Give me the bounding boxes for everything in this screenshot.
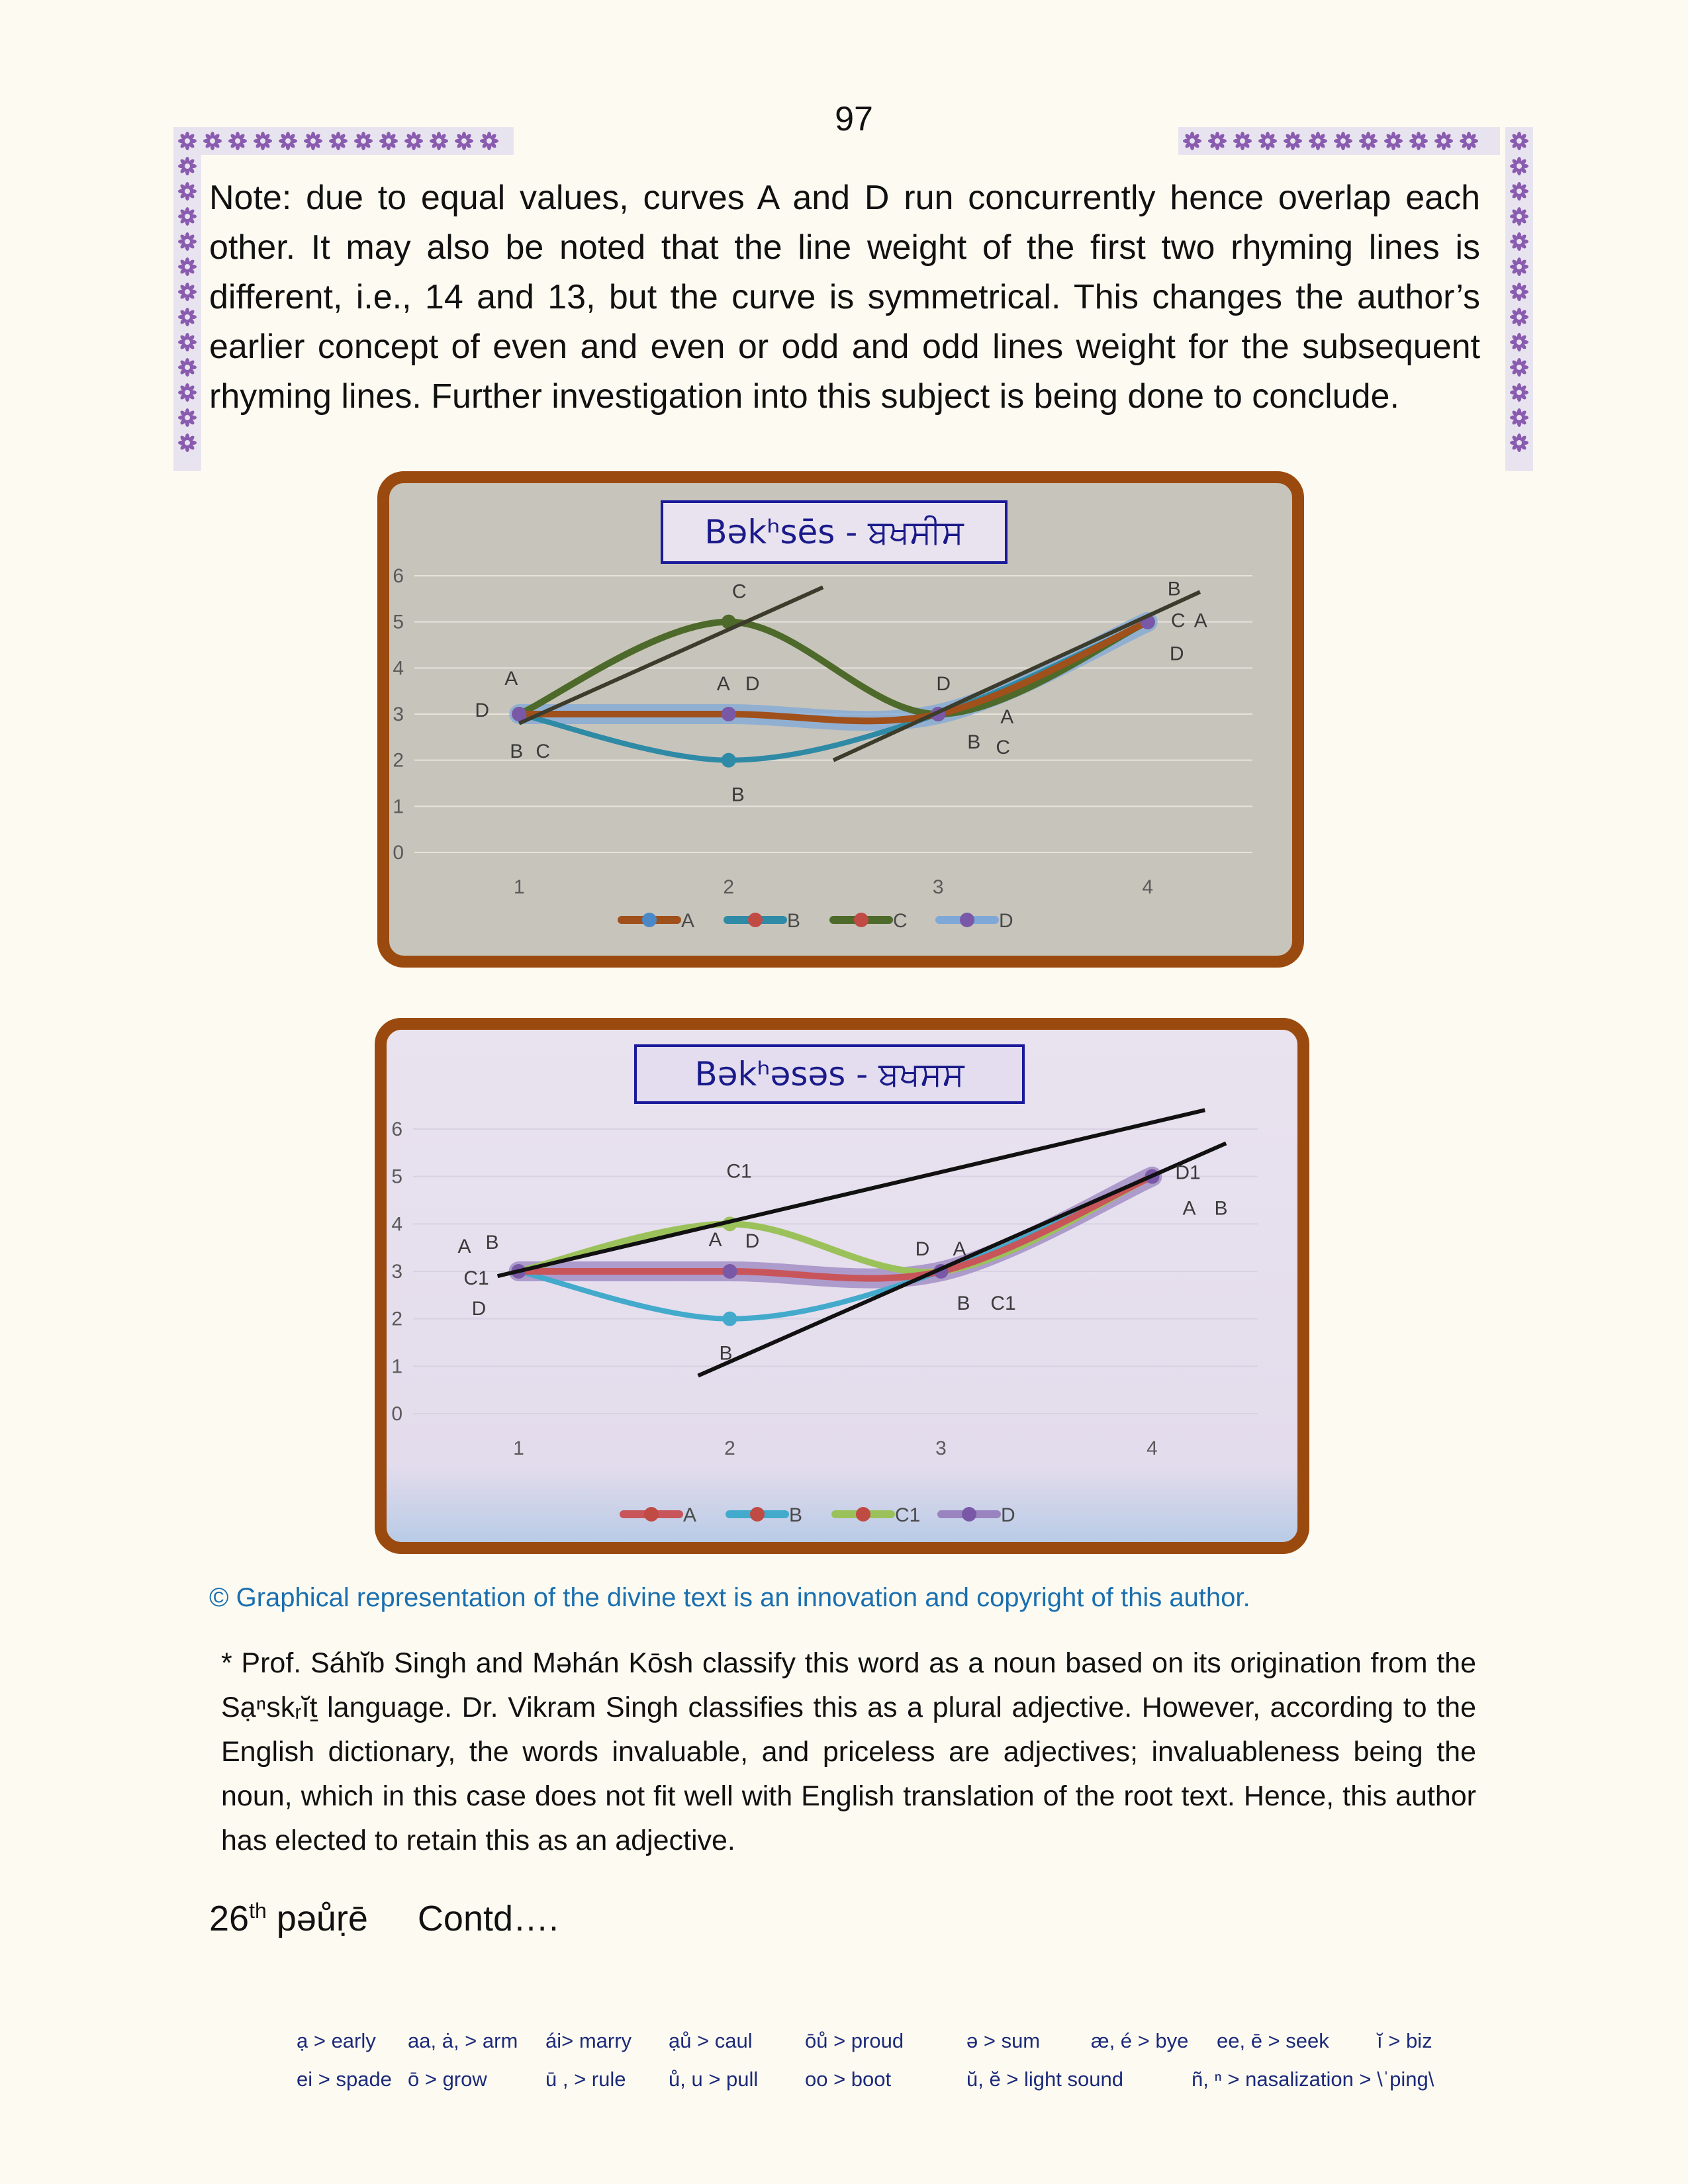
data-label: D (915, 1238, 930, 1260)
flower-ornament (178, 408, 197, 427)
flower-ornament (1284, 132, 1302, 150)
data-label: A (504, 668, 518, 690)
legend-marker (750, 1507, 765, 1522)
flower-ornament (178, 383, 197, 402)
flower-ornament (304, 132, 322, 150)
flower-ornament (1510, 408, 1528, 427)
flower-ornament (1510, 132, 1528, 150)
x-tick-label: 1 (513, 1437, 524, 1459)
key-item: aa, ȧ, > arm (408, 2029, 518, 2052)
x-tick-label: 4 (1142, 876, 1154, 898)
key-item: ů, u > pull (669, 2068, 759, 2091)
data-label: B (967, 731, 981, 753)
legend-item-d (941, 1504, 1015, 1526)
data-label: C (731, 580, 747, 603)
key-item: ei > spade (297, 2068, 392, 2091)
floral-border-right (1505, 127, 1533, 471)
data-label: A (1000, 706, 1014, 728)
y-tick-label: 5 (393, 611, 404, 633)
flower-ornament (1510, 232, 1528, 251)
series-line-b (519, 622, 1148, 760)
legend-item-c (833, 910, 908, 932)
key-item: ái> marry (545, 2029, 632, 2052)
flower-ornament (1460, 132, 1478, 150)
legend-marker (644, 1507, 659, 1522)
flower-ornament (1409, 132, 1428, 150)
flower-ornament (178, 358, 197, 377)
key-item: ñ, ⁿ > nasalization > \ˈping\ (1192, 2068, 1434, 2091)
flower-ornament (1208, 132, 1227, 150)
chart-bakhses (377, 471, 1304, 968)
flower-ornament (178, 433, 197, 452)
flower-ornament (178, 308, 197, 326)
data-label: C (536, 741, 551, 762)
y-tick-label: 1 (393, 796, 404, 818)
data-label: A (716, 673, 730, 695)
footnote: * Prof. Sáhĭb Singh and Məhán Kōsh classify this word as a noun based on its origination from the Sạⁿskᵣĭṯ language. Dr. Vikram Singh classifies this as a plural adjective. However, according to the English dictionary, the words invaluable, and priceless are adjectives; invaluableness being the noun, which in this case does not fit well with English translation of the root text. Hence, this author has elected to retain this as an adjective. (221, 1647, 1476, 1856)
flower-ornament (404, 132, 423, 150)
data-label: C1 (463, 1267, 489, 1289)
data-label: C1 (990, 1293, 1016, 1314)
legend-item-d (939, 910, 1013, 932)
legend-label: B (789, 1504, 803, 1526)
y-tick-label: 6 (393, 565, 404, 587)
flower-ornament (1510, 333, 1528, 351)
flower-ornament (1359, 132, 1378, 150)
flower-ornament (1510, 308, 1528, 326)
data-label: B (1214, 1197, 1228, 1220)
floral-border-top-right (1178, 127, 1500, 155)
key-item: ə > sum (966, 2029, 1041, 2052)
data-label: D (471, 1298, 487, 1320)
data-label: D (745, 1230, 760, 1252)
data-label: B (1167, 578, 1181, 600)
data-label: B (510, 741, 524, 762)
key-item: ạ > early (297, 2029, 376, 2052)
data-label: A (953, 1238, 966, 1260)
data-label: D (1169, 643, 1184, 665)
data-label: B (731, 784, 745, 806)
legend-label: A (683, 1504, 697, 1526)
legend-item-a (624, 1504, 696, 1526)
y-tick-label: 4 (393, 657, 404, 680)
flower-ornament (178, 283, 197, 301)
y-tick-label: 6 (391, 1118, 402, 1140)
flower-ornament (1510, 283, 1528, 301)
legend-marker (854, 913, 868, 927)
y-tick-label: 0 (393, 842, 404, 864)
x-tick-label: 1 (513, 876, 525, 898)
data-point-b (723, 1312, 737, 1326)
legend-label: B (787, 910, 801, 932)
flower-ornament (178, 182, 197, 201)
flower-ornament (228, 132, 247, 150)
data-point-d (722, 707, 736, 721)
pauri-heading (209, 1898, 559, 1939)
key-item: ee, ē > seek (1217, 2029, 1329, 2052)
pauri-contd: Contd…. (417, 1899, 559, 1938)
flower-ornament (1510, 157, 1528, 175)
data-label: A (1194, 610, 1207, 632)
key-item: ạů > caul (669, 2029, 753, 2052)
pauri-suffix: th (249, 1899, 267, 1923)
flower-ornament (1510, 383, 1528, 402)
legend-marker (748, 913, 763, 927)
data-point-b (722, 753, 736, 768)
y-tick-label: 3 (391, 1261, 402, 1283)
data-label: A (1182, 1197, 1196, 1220)
flower-ornament (480, 132, 498, 150)
chart-title: Bəkʰəsəs - ਬਖਸਸ (694, 1055, 964, 1093)
legend-label: D (1001, 1504, 1015, 1526)
note-paragraph: Note: due to equal values, curves A and D run concurrently hence overlap each other. It may also be noted that the line weight of the first two rhyming lines is different, i.e., 14 and 13, but the curve is symmetrical. This changes the author’s earlier concept of even and even or odd and odd lines weight for the subsequent rhyming lines. Further investigation into this subject is being done to conclude. (209, 179, 1480, 416)
flower-ornament (1183, 132, 1201, 150)
flower-ornament (430, 132, 448, 150)
flower-ornament (178, 207, 197, 226)
y-tick-label: 1 (391, 1355, 402, 1378)
chart-title: Bəkʰsēs - ਬਖਸੀਸ (704, 513, 964, 551)
pauri-word: pəůṛē (276, 1899, 368, 1938)
flower-ornament (1510, 182, 1528, 201)
key-item: ō > grow (408, 2068, 487, 2091)
flower-ornament (354, 132, 373, 150)
key-item: ĭ > biz (1377, 2029, 1432, 2052)
key-item: ū , > rule (545, 2068, 626, 2091)
chart-bakhses-plot (389, 483, 1292, 956)
legend-item-b (727, 910, 800, 932)
y-tick-label: 0 (391, 1403, 402, 1425)
data-label: B (957, 1293, 970, 1314)
copyright-notice: © Graphical representation of the divine text is an innovation and copyright of this author. (209, 1583, 1250, 1612)
data-label: B (719, 1342, 733, 1365)
legend-label: A (681, 910, 695, 932)
flower-ornament (279, 132, 297, 150)
key-item: ŭ, ĕ > light sound (966, 2068, 1123, 2091)
flower-ornament (178, 232, 197, 251)
y-tick-label: 4 (391, 1213, 402, 1236)
flower-ornament (1384, 132, 1403, 150)
data-label: D1 (1175, 1161, 1201, 1184)
data-label: D (745, 673, 760, 695)
x-tick-label: 3 (935, 1437, 947, 1459)
legend-marker (856, 1507, 870, 1522)
x-tick-label: 2 (724, 1437, 735, 1459)
flower-ornament (1334, 132, 1352, 150)
flower-ornament (1258, 132, 1277, 150)
flower-ornament (178, 333, 197, 351)
flower-ornament (178, 132, 197, 150)
legend-marker (960, 913, 974, 927)
page-number: 97 (835, 100, 873, 138)
x-tick-label: 3 (932, 876, 944, 898)
flower-ornament (178, 157, 197, 175)
key-item: æ, é > bye (1091, 2029, 1189, 2052)
legend-label: C1 (895, 1504, 921, 1526)
data-label: C (996, 737, 1011, 758)
legend-marker (642, 913, 657, 927)
floral-border-top-left (173, 127, 514, 155)
legend-item-c1 (835, 1504, 920, 1526)
data-point-d (723, 1264, 737, 1279)
data-label: D (475, 700, 490, 721)
chart-bakhasas-plot (387, 1030, 1297, 1542)
x-tick-label: 4 (1147, 1437, 1158, 1459)
data-label: B (485, 1232, 499, 1253)
flower-ornament (1309, 132, 1327, 150)
flower-ornament (379, 132, 398, 150)
key-item: oo > boot (805, 2068, 892, 2091)
flower-ornament (203, 132, 222, 150)
y-tick-label: 2 (391, 1308, 402, 1330)
floral-border-left (173, 127, 201, 471)
data-label: A (708, 1229, 722, 1251)
legend-marker (962, 1507, 976, 1522)
flower-ornament (1434, 132, 1453, 150)
flower-ornament (178, 257, 197, 276)
flower-ornament (1510, 358, 1528, 377)
data-label: C1 (726, 1160, 752, 1183)
trend-line (519, 587, 823, 723)
flower-ornament (1510, 433, 1528, 452)
flower-ornament (455, 132, 473, 150)
y-tick-label: 5 (391, 1165, 402, 1188)
flower-ornament (254, 132, 272, 150)
data-label: A (457, 1236, 471, 1257)
flower-ornament (1510, 257, 1528, 276)
legend-label: C (893, 910, 908, 932)
legend-label: D (999, 910, 1013, 932)
chart-bakhasas (375, 1018, 1309, 1554)
flower-ornament (1233, 132, 1252, 150)
x-tick-label: 2 (723, 876, 735, 898)
legend-item-a (622, 910, 694, 932)
pauri-number: 26 (209, 1899, 250, 1938)
data-label: D (936, 673, 951, 695)
flower-ornament (1510, 207, 1528, 226)
data-label: C (1170, 610, 1186, 632)
key-item: ōů > proud (805, 2029, 904, 2052)
y-tick-label: 3 (393, 704, 404, 725)
flower-ornament (329, 132, 348, 150)
y-tick-label: 2 (393, 749, 404, 772)
trend-line (833, 592, 1200, 760)
legend-item-b (729, 1504, 802, 1526)
